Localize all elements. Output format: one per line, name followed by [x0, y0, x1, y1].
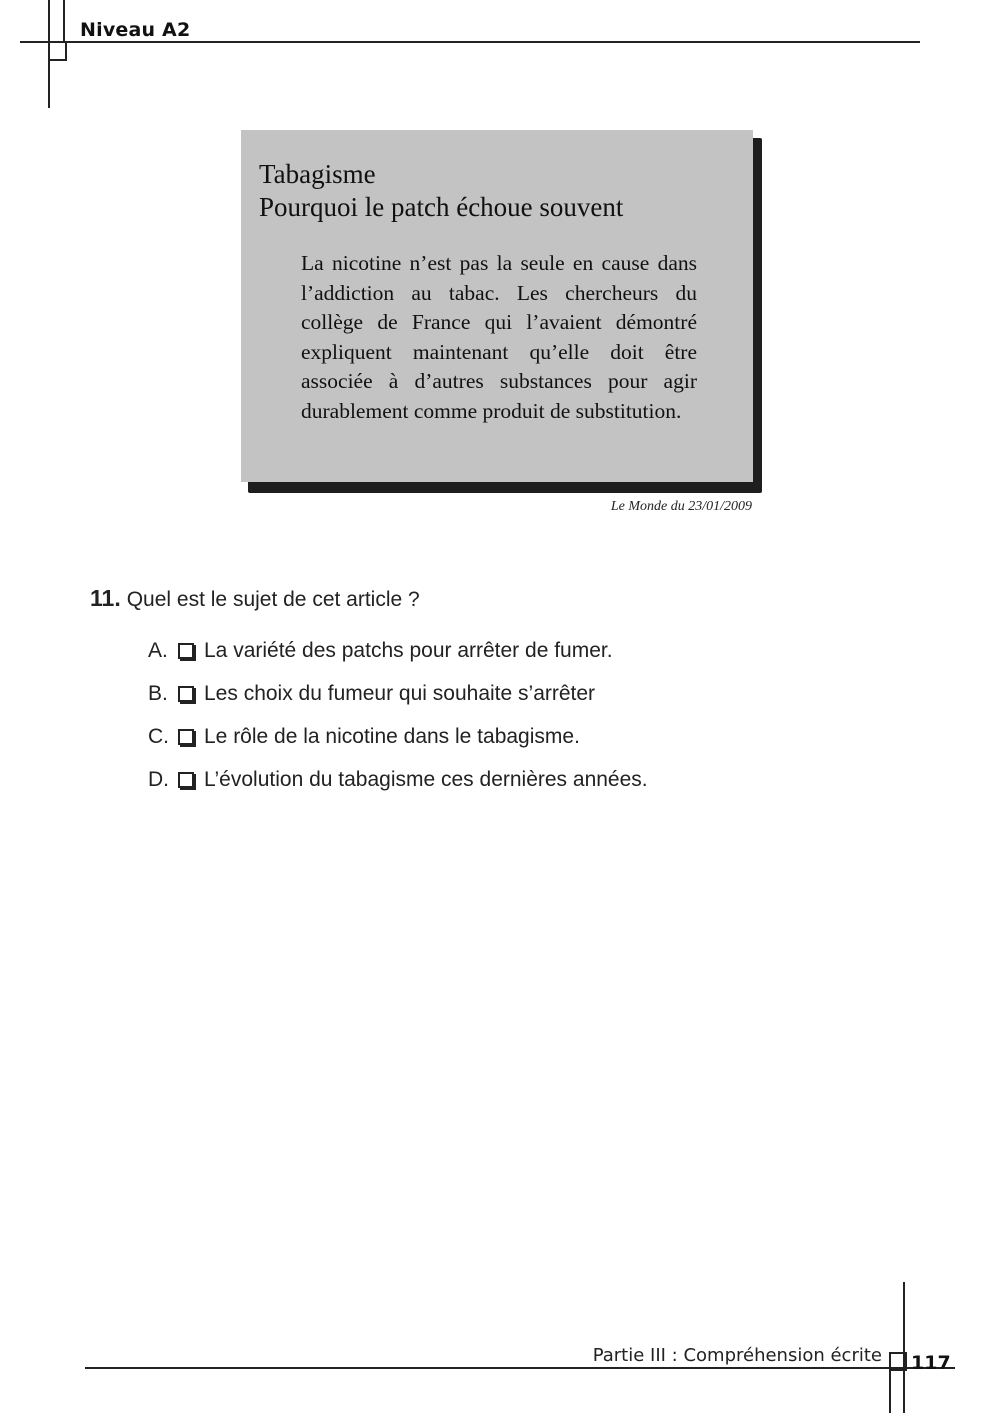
header-rule [20, 41, 920, 43]
checkbox-icon[interactable] [178, 643, 194, 659]
option-text: Les choix du fumeur qui souhaite s’arrêter [204, 681, 596, 705]
checkbox-icon[interactable] [178, 686, 194, 702]
option-letter: C. [148, 724, 169, 748]
answer-options [148, 629, 648, 801]
level-label: Niveau A2 [80, 19, 191, 41]
article-box [241, 130, 753, 482]
option-c[interactable] [148, 715, 648, 758]
option-d[interactable] [148, 758, 648, 801]
article-body: La nicotine n’est pas la seule en cause dans l’addiction au tabac. Les chercheurs du collège de France qui l’avaient démontré expliquent maintenant qu’elle doit être associée à d’autres substances pour agir durablement comme produit de substitution. [301, 251, 697, 423]
section-label: Partie III : Compréhension écrite [592, 1345, 882, 1366]
option-a[interactable] [148, 629, 648, 672]
option-letter: B. [148, 681, 168, 705]
article-title-line-2: Pourquoi le patch échoue souvent [259, 192, 624, 222]
option-letter: A. [148, 638, 168, 662]
checkbox-icon[interactable] [178, 729, 194, 745]
page-number: 117 [911, 1352, 951, 1374]
option-letter: D. [148, 767, 169, 791]
question-text: Quel est le sujet de cet article ? [126, 588, 420, 611]
footer-tick [889, 1367, 891, 1413]
footer-crop-mark-vertical [903, 1282, 905, 1413]
checkbox-icon[interactable] [178, 772, 194, 788]
option-text: Le rôle de la nicotine dans le tabagisme. [204, 724, 580, 748]
question [90, 585, 420, 612]
article-source: Le Monde du 23/01/2009 [610, 499, 752, 514]
question-number: 11. [90, 585, 121, 611]
option-b[interactable] [148, 672, 648, 715]
footer-corner-box [889, 1352, 907, 1371]
option-text: L’évolution du tabagisme ces dernières années. [204, 767, 648, 791]
header-tick [63, 0, 65, 42]
header-corner-box [48, 41, 67, 61]
footer-rule [85, 1367, 955, 1369]
article-title-line-1: Tabagisme [259, 159, 376, 189]
article-title [259, 158, 697, 224]
option-text: La variété des patchs pour arrêter de fumer. [204, 638, 613, 662]
